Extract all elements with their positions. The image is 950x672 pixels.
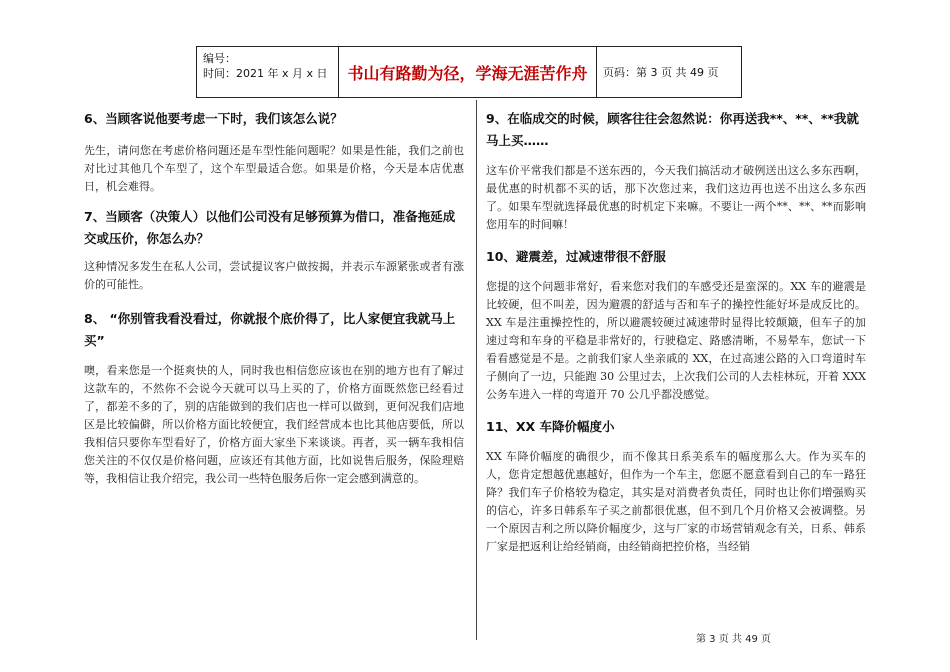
section-body: 这种情况多发生在私人公司，尝试提议客户做按揭，并表示车源紧张或者有涨价的可能性。 [84,260,464,291]
section-body: 您提的这个问题非常好，看来您对我们的车感受还是蛮深的。XX 车的避震是比较硬，但不叫差，因为避震的舒适与否和车子的操控性能好坏是成反比的。XX 车是注重操控性的，所以避震较硬过减速带时显得比较颠簸，但车子的加速过弯和车身的平稳是非常好的，行驶稳定、路感清晰，不易晕车，您试一下看看感觉是不是。之前我们家人坐亲戚的 XX，在过高速公路的入口弯道时车子侧向了一边，只能跑 30 公里过去，上次我们公司的人去桂林玩，开着 XXX 公务车进入一样的弯道开 70 公几乎都没感觉。 [486,280,866,401]
serial-label: 编号： [203,52,236,65]
section-body: XX 车降价幅度的确很少，而不像其日系美系车的幅度那么大。作为买车的人，您肯定想越优惠越好，但作为一个车主，您愿不愿意看到自己的车一路狂降？我们车子价格较为稳定，其实是对消费者负责任，同时也让你们增强购买的信心，许多日韩系车子买之前都很优惠，但不到几个月价格又会被调整。另一个原因吉利之所以降价幅度少，这与厂家的市场营销观念有关，日系、韩系厂家是把返利让给经销商，由经销商把控价格，当经销 [486,450,866,553]
section-title: 9、在临成交的时候，顾客往往会忽然说：你再送我**、**、**我就马上买…… [486,111,859,148]
section-body: 这车价平常我们都是不送东西的，今天我们搞活动才破例送出这么多东西啊，最优惠的时机都不买的话，那下次您过来，我们这边再也送不出这么多东西了。如果车型就选择最优惠的时机定下来嘛。不要让一两个**、**、**而影响您用车的时间嘛！ [486,164,866,231]
right-column [486,108,866,556]
section-8 [84,308,464,488]
section-title: 10、避震差，过减速带很不舒服 [486,249,666,264]
section-title: 11、XX 车降价幅度小 [486,419,615,434]
page-footer: 第 3 页 共 49 页 [696,634,771,645]
header-meta [197,47,339,97]
section-10 [486,246,866,404]
section-body: 噢，看来您是一个挺爽快的人，同时我也相信您应该也在别的地方也有了解过这款车的，不然你不会说今天就可以马上买的了，价格方面既然您已经看过了，都差不多的了，别的店能做到的我们店也一样可以做到，更何况我们店地区是比较偏僻，所以价格方面比较便宜，我们经营成本也比其他店要低，所以我相信只要你车型看好了，价格方面大家坐下来谈谈。再者，买一辆车我相信您关注的不仅仅是价格问题，应该还有其他方面，比如说售后服务，保险理赔等，我相信让我介绍完，我公司一些特色服务后你一定会感到满意的。 [84,364,464,485]
section-title: 7、当顾客（决策人）以他们公司没有足够预算为借口，准备拖延成交或压价，你怎么办？ [84,209,456,246]
header-page-info: 页码：第 3 页 共 49 页 [603,66,719,79]
section-7 [84,206,464,294]
section-6 [84,108,464,196]
header-table [196,46,742,98]
section-title: 6、当顾客说他要考虑一下时，我们该怎么说？ [84,111,343,126]
time-label: 时间：2021 年 x 月 x 日 [203,67,328,80]
section-title: 8、 “你别管我看没看过，你就报个底价得了，比人家便宜我就马上买” [84,311,456,348]
column-divider [476,100,477,640]
header-motto: 书山有路勤为径，学海无涯苦作舟 [339,47,597,97]
section-11 [486,416,866,556]
section-9 [486,108,866,234]
section-body: 先生，请问您在考虑价格问题还是车型性能问题呢？如果是性能，我们之前也对比过其他几个车型了，这个车型最适合您。如果是价格，今天是本店优惠日，机会难得。 [84,144,464,193]
left-column [84,108,464,488]
